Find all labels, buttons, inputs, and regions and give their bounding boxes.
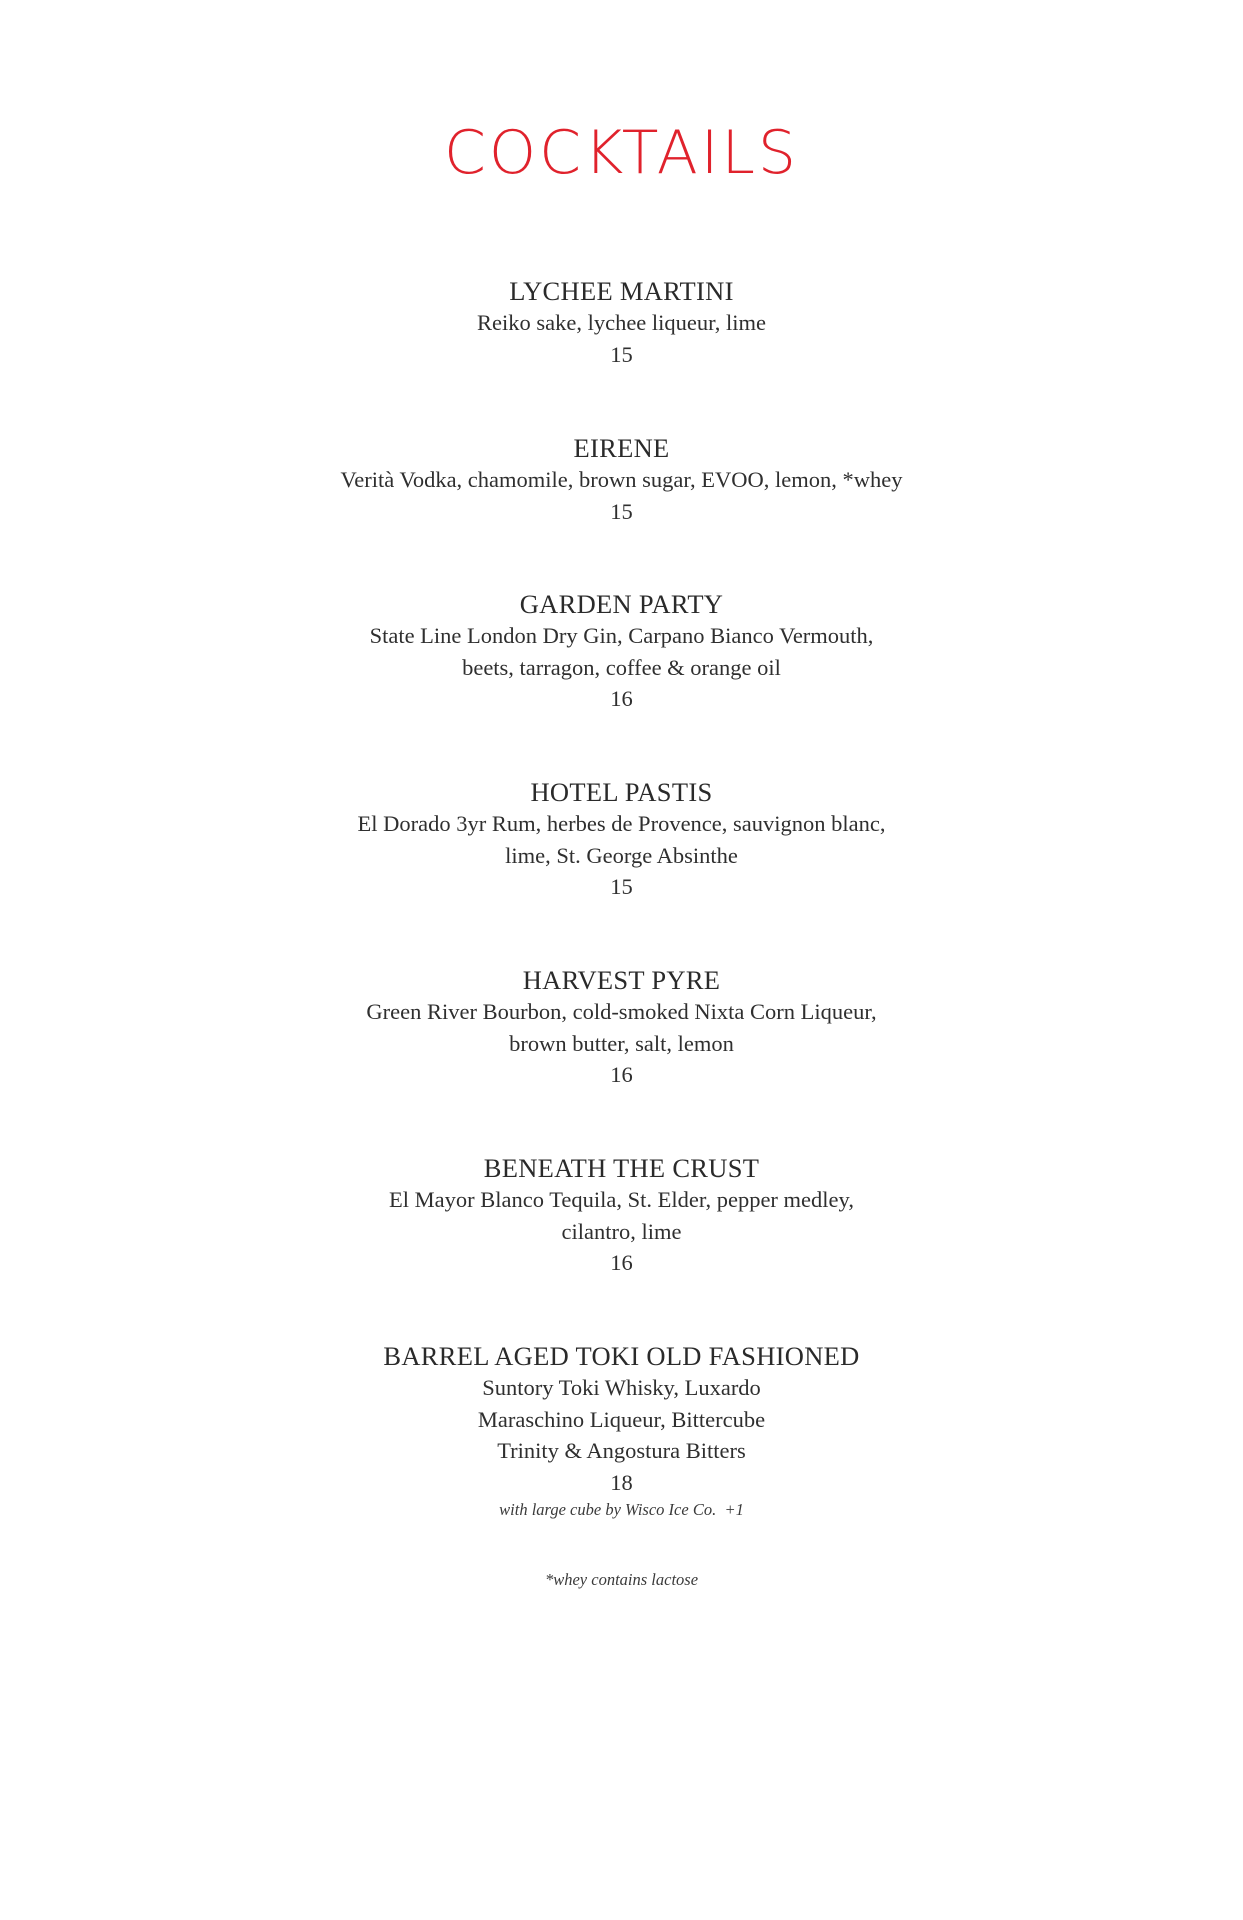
item-description-line: lime, St. George Absinthe bbox=[505, 842, 738, 868]
item-description-line: Reiko sake, lychee liqueur, lime bbox=[476, 310, 766, 335]
item-description-line: Verità Vodka, chamomile, brown sugar, EVOO, lemon, *whey bbox=[340, 467, 903, 492]
menu-item-barrel-aged-toki-old-fashioned bbox=[0, 1340, 1243, 1522]
item-description-line: State Line London Dry Gin, Carpano Bianco Vermouth, bbox=[369, 623, 874, 648]
menu-item-garden-party bbox=[0, 588, 1243, 715]
item-description-line: Suntory Toki Whisky, Luxardo bbox=[482, 1375, 761, 1400]
item-price: 16 bbox=[610, 1250, 633, 1275]
item-description-line: Maraschino Liqueur, Bittercube bbox=[477, 1406, 766, 1432]
item-price: 16 bbox=[610, 1062, 633, 1087]
menu-title: COCKTAILS bbox=[444, 118, 799, 188]
item-name: EIRENE bbox=[573, 433, 670, 463]
item-price: 16 bbox=[610, 686, 633, 711]
item-name: HOTEL PASTIS bbox=[530, 777, 713, 807]
item-description-line: El Mayor Blanco Tequila, St. Elder, pepper medley, bbox=[389, 1187, 854, 1212]
item-description-line: cilantro, lime bbox=[561, 1218, 682, 1244]
menu-item-hotel-pastis bbox=[0, 776, 1243, 903]
item-price: 18 bbox=[610, 1469, 633, 1495]
item-description-line: Trinity & Angostura Bitters bbox=[497, 1438, 746, 1463]
menu-item-lychee-martini bbox=[0, 275, 1243, 370]
item-description-line: El Dorado 3yr Rum, herbes de Provence, sauvignon blanc, bbox=[357, 811, 886, 836]
item-name: BARREL AGED TOKI OLD FASHIONED bbox=[383, 1341, 860, 1371]
menu-item-eirene bbox=[0, 432, 1243, 527]
menu-item-beneath-the-crust bbox=[0, 1152, 1243, 1279]
item-price: 15 bbox=[610, 498, 633, 524]
footnote: *whey contains lactose bbox=[544, 1570, 699, 1589]
item-description-line: Green River Bourbon, cold-smoked Nixta Corn Liqueur, bbox=[366, 999, 877, 1024]
item-price: 15 bbox=[610, 874, 633, 899]
item-name: HARVEST PYRE bbox=[522, 965, 721, 995]
item-description-line: brown butter, salt, lemon bbox=[509, 1030, 734, 1056]
item-name: BENEATH THE CRUST bbox=[483, 1153, 760, 1183]
item-name: GARDEN PARTY bbox=[519, 589, 724, 619]
item-price: 15 bbox=[610, 341, 633, 367]
item-name: LYCHEE MARTINI bbox=[509, 276, 734, 306]
menu-item-harvest-pyre bbox=[0, 964, 1243, 1091]
item-note: with large cube by Wisco Ice Co. +1 bbox=[499, 1500, 744, 1519]
item-description-line: beets, tarragon, coffee & orange oil bbox=[462, 654, 781, 680]
